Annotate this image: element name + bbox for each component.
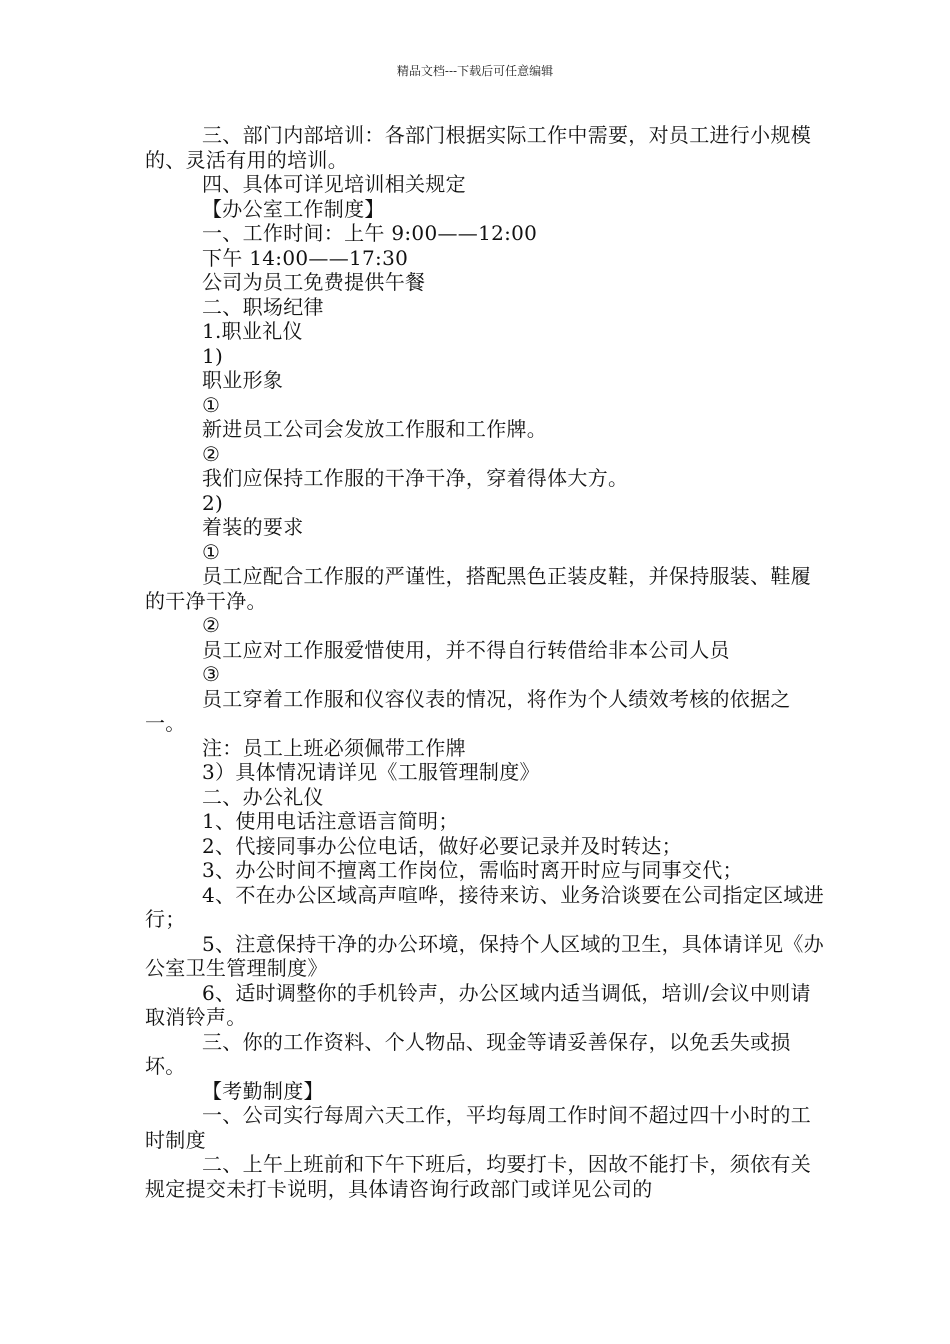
list-marker: 2) [202, 490, 224, 515]
paragraph-uniform-care: 员工应对工作服爱惜使用，并不得自行转借给非本公司人员 [202, 637, 730, 662]
paragraph-phone-usage: 1、使用电话注意语言简明； [202, 809, 459, 833]
paragraph-dept-training: 三、部门内部培训：各部门根据实际工作中需要，对员工进行小规模的、灵活有用的培训。 [145, 123, 811, 172]
paragraph-work-hours-am: 一、工作时间：上午 9:00——12:00 [202, 221, 538, 245]
list-marker: ① [202, 539, 221, 564]
paragraph-professional-etiquette: 1.职业礼仪 [202, 319, 303, 343]
paragraph-clean-office: 5、注意保持干净的办公环境，保持个人区域的卫生，具体请详见《办公室卫生管理制度》 [145, 931, 825, 980]
paragraph-dress-shoes: 员工应配合工作服的严谨性，搭配黑色正装皮鞋，并保持服装、鞋履的干净干净。 [145, 564, 811, 613]
paragraph-stay-at-post: 3、办公时间不擅离工作岗位，需临时离开时应与同事交代； [202, 858, 743, 882]
section-heading-office-rules: 【办公室工作制度】 [202, 196, 385, 221]
document-body [145, 123, 825, 1201]
paragraph-professional-image: 职业形象 [202, 368, 284, 392]
paragraph-training-rules: 四、具体可详见培训相关规定 [202, 172, 466, 196]
paragraph-phone-ringtone: 6、适时调整你的手机铃声，办公区域内适当调低，培训/会议中则请取消铃声。 [145, 980, 811, 1029]
paragraph-work-week: 一、公司实行每周六天工作，平均每周工作时间不超过四十小时的工时制度 [145, 1103, 811, 1152]
paragraph-no-noise: 4、不在办公区域高声喧哗，接待来访、业务洽谈要在公司指定区域进行； [145, 882, 825, 931]
paragraph-badge-note: 注：员工上班必须佩带工作牌 [202, 735, 466, 760]
paragraph-office-etiquette: 二、办公礼仪 [202, 784, 324, 809]
paragraph-uniform-clean: 我们应保持工作服的干净干净，穿着得体大方。 [202, 466, 629, 490]
paragraph-uniform-policy-ref: 3）具体情况请详见《工服管理制度》 [202, 760, 540, 784]
section-heading-attendance: 【考勤制度】 [202, 1078, 324, 1103]
list-marker: ③ [202, 662, 221, 686]
paragraph-workplace-discipline: 二、职场纪律 [202, 294, 324, 319]
paragraph-clock-in: 二、上午上班前和下午下班后，均要打卡，因故不能打卡，须依有关规定提交未打卡说明，具体请咨询行政部门或详见公司的 [145, 1152, 811, 1201]
paragraph-belongings: 三、你的工作资料、个人物品、现金等请妥善保存，以免丢失或损坏。 [145, 1029, 791, 1078]
paragraph-free-lunch: 公司为员工免费提供午餐 [202, 270, 426, 294]
paragraph-work-hours-pm: 下午 14:00——17:30 [202, 245, 409, 270]
paragraph-dress-requirements: 着装的要求 [202, 515, 304, 539]
paragraph-answer-calls: 2、代接同事办公位电话，做好必要记录并及时转达； [202, 833, 682, 858]
page-header: 精品文档---下载后可任意编辑 [396, 64, 554, 78]
list-marker: ② [202, 441, 221, 466]
paragraph-uniform-issue: 新进员工公司会发放工作服和工作牌。 [202, 417, 548, 441]
list-marker: 1) [202, 343, 224, 368]
paragraph-uniform-appraisal: 员工穿着工作服和仪容仪表的情况，将作为个人绩效考核的依据之一。 [145, 686, 791, 735]
list-marker: ② [202, 613, 221, 637]
list-marker: ① [202, 392, 221, 417]
